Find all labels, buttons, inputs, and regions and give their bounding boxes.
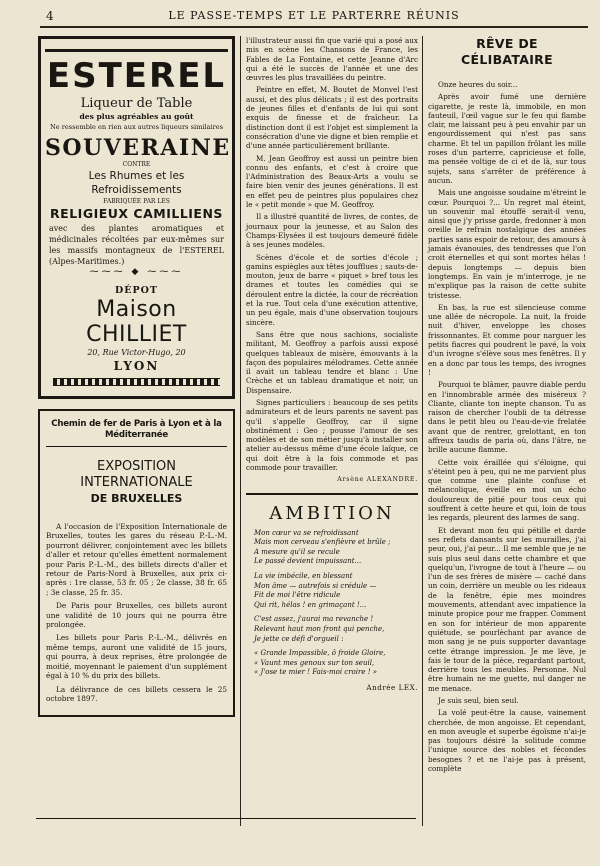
esterel-advertisement — [38, 36, 235, 399]
bottom-rule — [36, 818, 416, 819]
page-number: 4 — [46, 9, 54, 23]
poem-stanza — [254, 615, 418, 644]
right-column — [428, 36, 586, 776]
depot-city: LYON — [113, 359, 160, 373]
poem-line: « Vaunt mes genoux sur ton seuil, — [254, 658, 375, 667]
plantes-description: avec des plantes aromatiques et médicinales récoltées par eux-mêmes sur les massifs montagneux de l'ESTEREL (Alpes-Maritimes.) — [49, 224, 224, 266]
decorative-border — [53, 378, 220, 386]
article-paragraph: M. Jean Geoffroy est aussi un peintre bien connu des enfants, et c'est à croire que l'Administration des Beaux-Arts a voulu se faire bien venir des jeunes générations. Il est en effet peu de peintres plus populaires chez le « petit monde » que M. Geoffroy. — [246, 153, 418, 210]
poem-line: Le passé devient impuissant... — [254, 557, 362, 566]
reve-paragraph: Et devant mon feu qui pétille et darde ses reflets dansants sur les murailles, j'ai peur, oui, j'ai peur... Il me semble que je ne suis plus seul dans cette chambre et que quelqu'un, l'ivrogne de tout à l'heure — ou l'un de ses frères de misère — caché dans un coin, derrière un meuble ou les rideaux de la fenêtre, épie mes moindres mouvements, attendant avec impatience la minute propice pour me frapper. Comment en son for intérieur de mon apparente quiétude, se pourlèchant par avance de mon sang je ne puis supporter davantage cette étrange impression. Je me lève, je fais le tour de la pièce, regardant partout, derrière tous les meubles. Personne. Nul être humain ne me guette, nul danger ne me menace. — [428, 525, 586, 693]
article-paragraph: Il a illustré quantité de livres, de contes, de journaux pour la jeunesse, et au Salon des Champs-Elysées il est toujours demeuré fidèle à ses jeunes modèles. — [246, 212, 418, 250]
poem-line: Mais mon cerveau s'enfièvre et brûle ; — [254, 538, 391, 547]
poem-stanza — [254, 529, 418, 567]
notice-paragraph: Les billets pour Paris P.-L.-M., délivrés en même temps, auront une validité de 15 jours, qui pourra, à deux reprises, être prolongée de moitié, moyennant le paiement d'un supplément égal à 10 % du prix des billets. — [46, 633, 227, 681]
poem-line: « J'ose te mier ! Fais-moi croire ! » — [254, 668, 378, 677]
reve-paragraph: Après avoir fumé une dernière cigarette, je reste là, immobile, en mon fauteuil, l'œil vague sur le feu qui flambe clair, me laissant peu à peu envahir par un engourdissement qui n'est pas sans charme. Et tel un papillon frôlant les mille roses d'un parterre, capricieuse et folle, ma pensée voltige de ci et de là, sur tous sujets, sans s'arrêter de préférence à aucun. — [428, 92, 586, 185]
reve-title: RÊVE DE CÉLIBATAIRE — [461, 36, 553, 67]
notice-paragraph: La délivrance de ces billets cessera le 25 octobre 1897. — [46, 684, 227, 703]
poem-line: C'est assez, j'aurai ma revanche ! — [254, 615, 374, 624]
poem-line: A mesure qu'il se recule — [254, 547, 340, 556]
reve-paragraph: La volé peut-être la cause, vainement cherchée, de mon angoisse. Et cependant, en mon aveugle et superbe égoïsme n'ai-je pas toujours désiré la solitude comme l'unique source des nobles et fécondes besognes ? et ne l'ai-je pas à présent, complète — [428, 708, 586, 774]
column-divider — [422, 36, 423, 826]
poem-author: Andrée LEX. — [366, 682, 418, 692]
poem-line: Relevant haut mon front qui penche, — [254, 625, 385, 633]
poem-line: Qui rit, hélas ! en grimaçant !... — [254, 600, 367, 609]
esterel-brand: ESTEREL — [46, 56, 227, 96]
article-signature: Arsène ALEXANDRE. — [337, 476, 418, 484]
journal-title: LE PASSE-TEMPS ET LE PARTERRE RÉUNIS — [168, 9, 460, 22]
esterel-tagline: des plus agréables au goût — [79, 112, 194, 121]
exposition-city: DE BRUXELLES — [90, 492, 183, 505]
poem-line: Fit de moi l'être ridicule — [254, 591, 341, 600]
reve-paragraph: Onze heures du soir... — [438, 80, 518, 89]
poem-line: La vie imbécile, en blessant — [254, 572, 353, 581]
poem-line: Je jette ce défi d'orgueil : — [254, 634, 344, 643]
reve-paragraph: Pourquoi te blâmer, pauvre diable perdu en l'innombrable armée des miséreux ? Cliante, cliante ton inepte chanson. Tu as raison de chercher l'oubli de ta détresse dans le petit bleu ou l'eau-de-vie frelatée avant que de rentrer, grelottant, en ton affreux taudis de paria où, dans l'âtre, ne brille aucune flamme. — [428, 380, 586, 455]
page-header — [40, 6, 588, 28]
maison-chilliet: Maison CHILLIET — [86, 297, 187, 347]
poem-title: AMBITION — [246, 493, 418, 525]
contre-label: CONTRE — [122, 161, 151, 168]
poem-line: Mon cœur va se refroidissant — [254, 528, 359, 537]
poem-body — [246, 529, 418, 678]
reve-paragraph: En bas, la rue est silencieuse comme une allée de nécropole. La nuit, la froide nuit d'hiver, enveloppe les choses frissonnantes. Et comme pour narguer les petits fiacres qui poudrent le pavé, la voix d'un ivrogne s'élève sous mes fenêtres. Il y en a donc par tous les temps, des ivrognes ! — [428, 302, 586, 377]
plm-notice — [38, 409, 235, 717]
souveraine-heading: SOUVERAINE — [45, 135, 231, 161]
poem-stanza — [254, 649, 418, 678]
reve-paragraph: Je suis seul, bien seul. — [438, 696, 519, 705]
article-paragraph: Scènes d'école et de sorties d'école ; gamins espiègles aux têtes joufflues ; sauts-de-mouton, jeux de barre « piquet » bref tous les drames et toutes les comédies qui se déroulent entre la dictée, la cour de récréation et la rue. Tout cela d'une exécution attentive, un peu égale, mais d'une observation toujours sincère. — [246, 252, 418, 327]
left-column — [38, 36, 235, 717]
flourish-ornament: ⁓⁓⁓ ◆ ⁓⁓⁓ — [89, 267, 184, 277]
poem-stanza — [254, 572, 418, 610]
notice-paragraph: A l'occasion de l'Exposition Internationale de Bruxelles, toutes les gares du réseau P.-L.-M. pourront délivrer, conjointement avec les billets d'aller et retour qu'elles émettent normalement pour Paris P.-L.-M., des billets directs d'aller et retour de Paris-Nord à Bruxelles, aux prix ci-après : 1re classe, 53 fr. 05 ; 2e classe, 38 fr. 65 ; 3e classe, 25 fr. 35. — [46, 522, 227, 597]
poem-line: « Grande Impassible, ô froide Gloire, — [254, 649, 386, 658]
ad-rule — [45, 49, 228, 52]
notice-paragraph: De Paris pour Bruxelles, ces billets auront une validité de 10 jours qui ne pourra être prolongée. — [46, 601, 227, 630]
maladies-line: Les Rhumes et les Refroidissements — [88, 170, 185, 196]
article-paragraph: Signes particuliers : beaucoup de ses petits admirateurs et de leurs parents ne savent pas qu'il s'appelle Geoffroy, car il signe obstinément : Geo ; pousse l'amour de ses modèles et de son métier jusqu'à installer son atelier au-dessus même d'une école laïque, ce qui doit être à la fois commode et pas commode pour travailler. — [246, 397, 418, 473]
poem-line: Mon âme — autrefois si crédule — — [254, 581, 377, 590]
article-paragraph: Sans être que nous sachions, socialiste militant, M. Geoffroy a parfois aussi exposé quelques tableaux de misère, émouvants à la façon des populaires mélodrames. Cette année il avait un tableau tendre et blanc : Une Crèche et un tableau dramatique et noir, un Dispensaire. — [246, 329, 418, 395]
railway-company-title: Chemin de fer de Paris à Lyon et à la Méditerranée — [46, 419, 227, 447]
reve-paragraph: Mais une angoisse soudaine m'étreint le cœur. Pourquoi ?... Un regret mal éteint, un souvenir mal étouffé serait-il venu, ainsi que j'y prisse garde, fredonner à mon oreille le refrain nostalgique des années parties sans espoir de retour, des amours à jamais évanouies, des tendresses que l'on croit éternelles et qui sont mortes hélas ! depuis longtemps — depuis bien longtemps. En vain je m'interroge, je ne m'explique pas la raison de cette subite tristesse. — [428, 188, 586, 300]
column-divider — [240, 36, 241, 826]
exposition-title: EXPOSITION INTERNATIONALE — [80, 459, 193, 490]
depot-address: 20, Rue Victor-Hugo, 20 — [87, 348, 186, 357]
middle-column — [246, 36, 418, 693]
article-paragraph: l'illustrateur aussi fin que varié qui a posé aux mis en scène les Chansons de France, les Fables de La Fontaine, et cette Jeanne d'Arc qui a été le succès de l'année et une des œuvres les plus travaillées du peintre. — [246, 36, 418, 83]
esterel-subtitle: Liqueur de Table — [80, 96, 193, 111]
depot-label: DÉPOT — [115, 285, 158, 296]
article-paragraph: Peintre en effet, M. Boutet de Monvel l'est aussi, et des plus délicats ; il est des portraits de jeunes filles et d'enfants de lui qui sont exquis de finesse et de fraîcheur. La distinction dont il est l'objet est simplement la consécration d'une vie digne et bien remplie et d'une année particulièrement brillante. — [246, 85, 418, 151]
religieux-heading: RELIGIEUX CAMILLIENS — [50, 206, 223, 221]
fabrique-label: FABRIQUÉE PAR LES — [103, 198, 170, 205]
esterel-comparison: Ne ressemble en rien aux autres liqueurs similaires — [49, 123, 224, 131]
reve-paragraph: Cette voix éraillée qui s'éloigne, qui s'éteint peu à peu, qui ne me parvient plus que comme une plainte confuse et mélancolique, éveille en moi un écho douloureux de pitié pour tous ceux qui souffrent à cette heure et qui, loin de tous les regards, pleurent des larmes de sang. — [428, 457, 586, 523]
